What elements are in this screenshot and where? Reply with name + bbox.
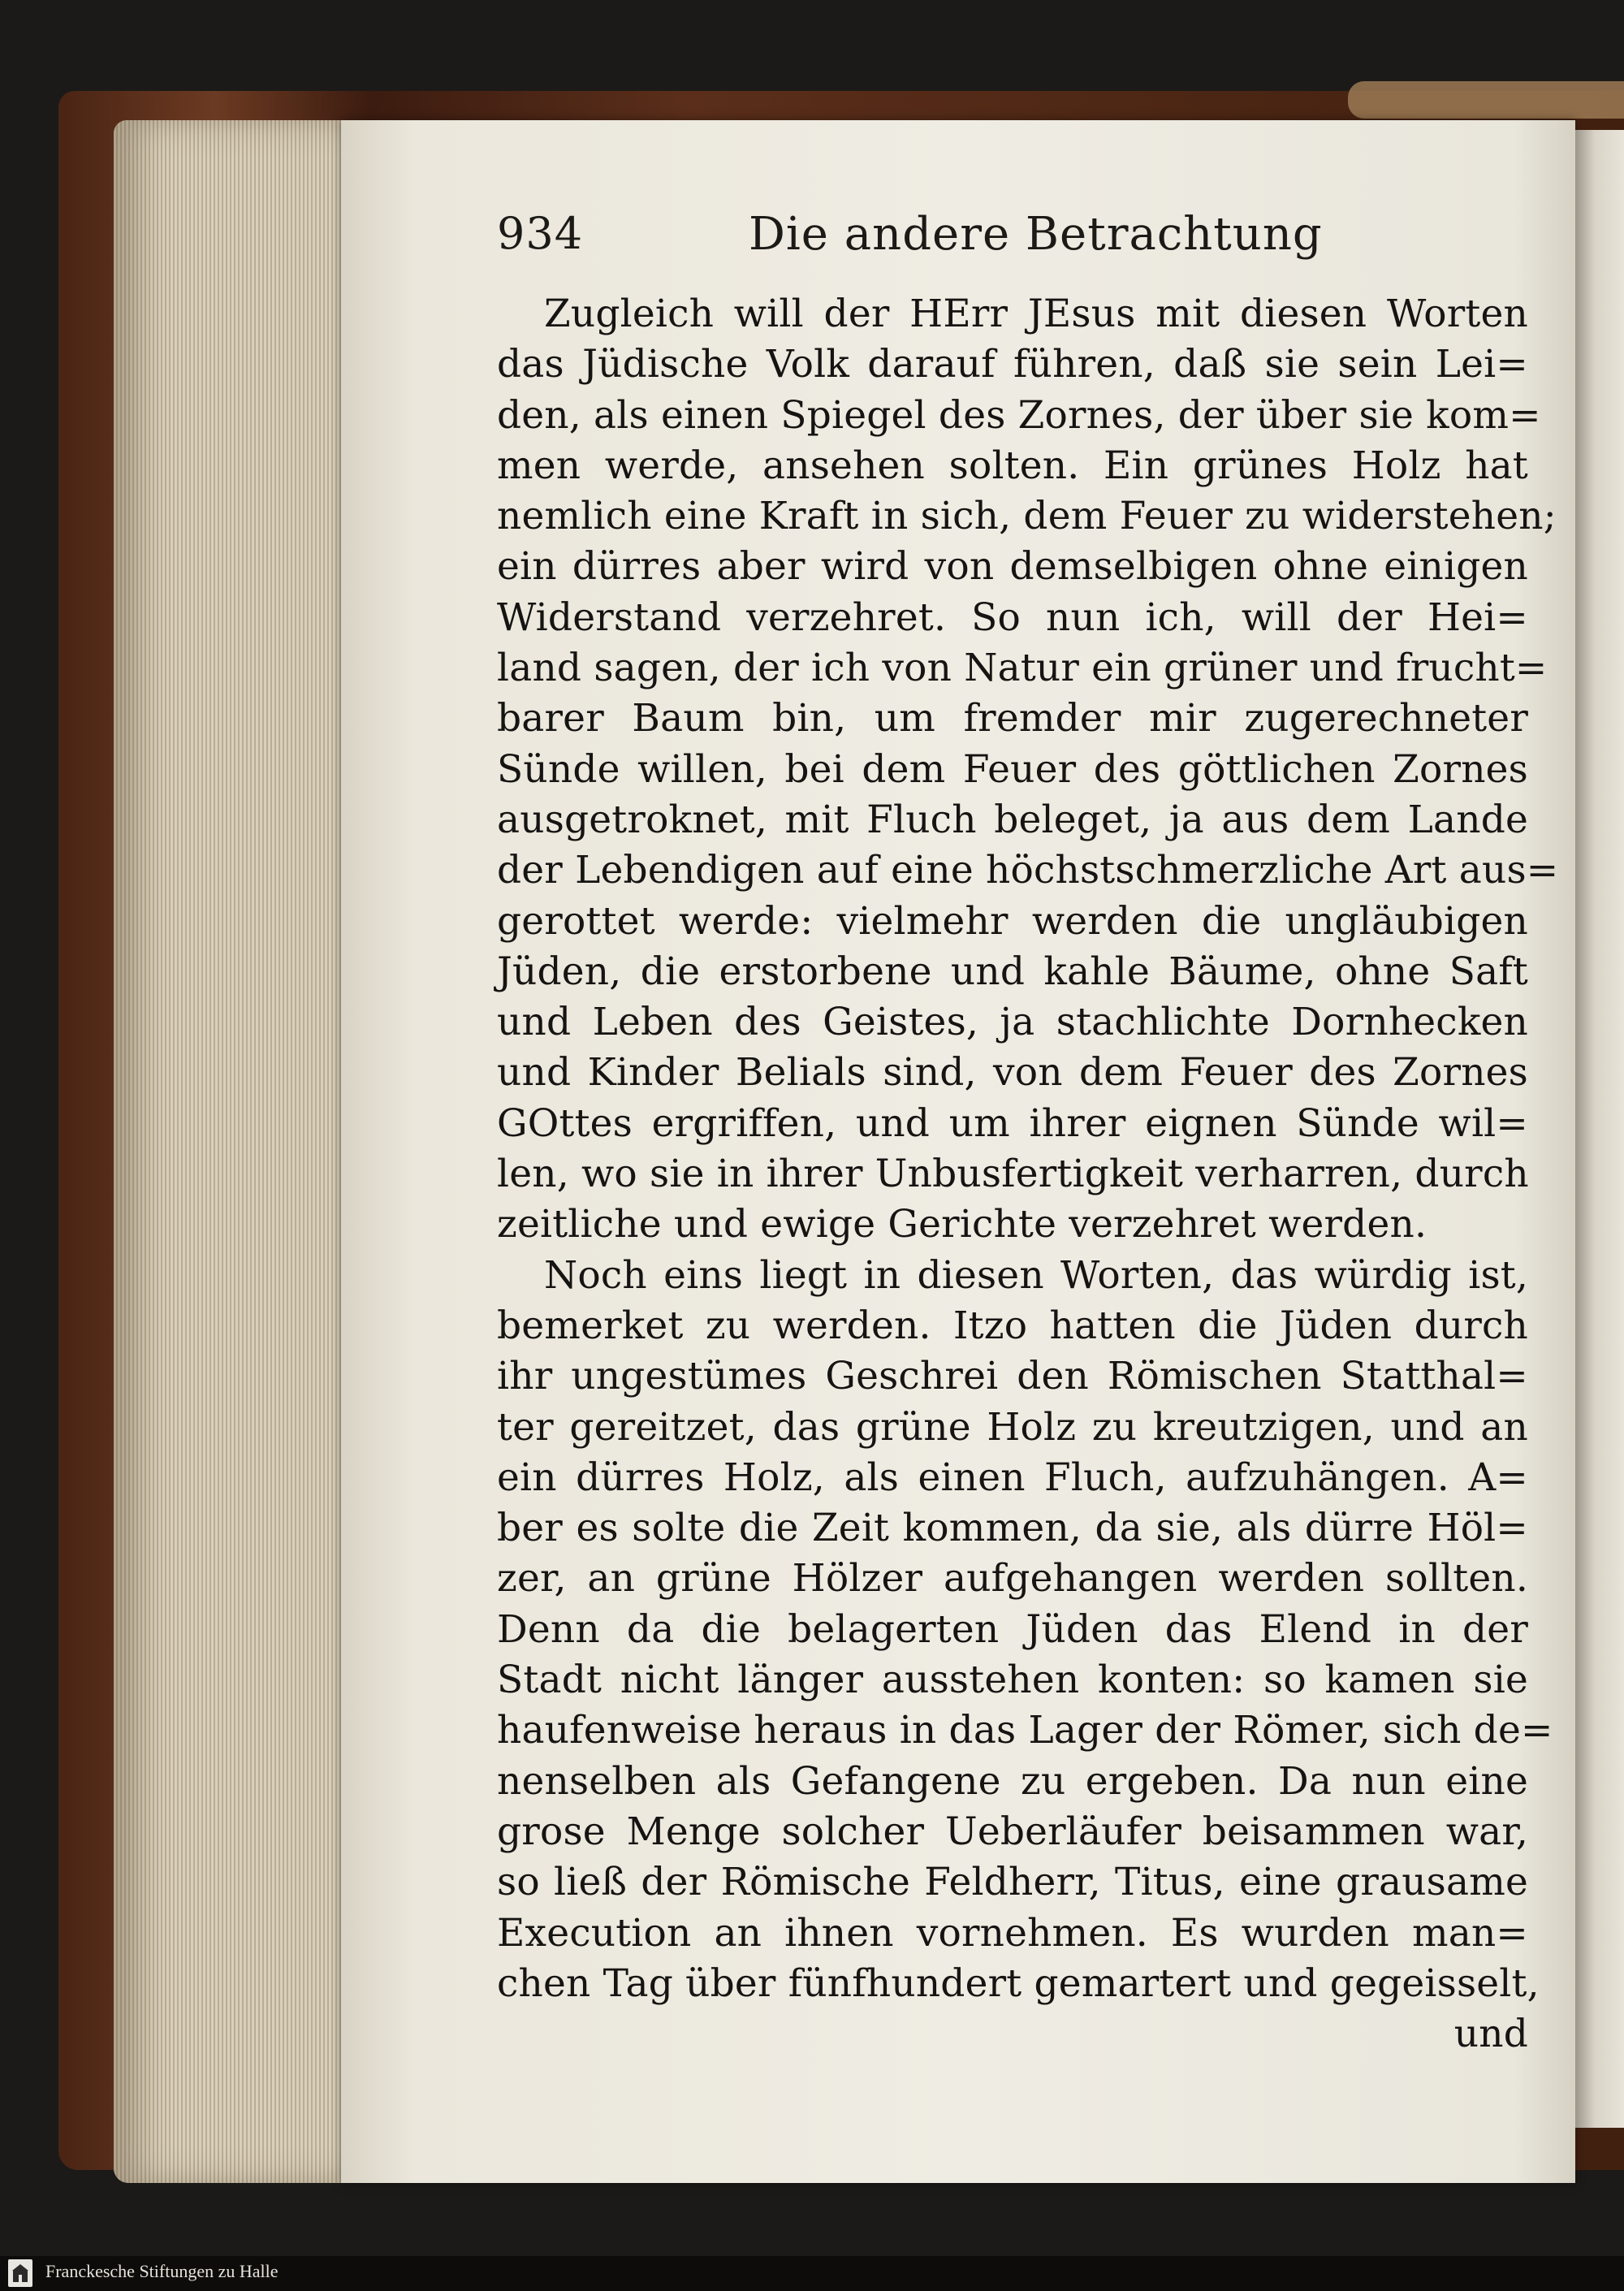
text-line: men werde, ansehen solten. Ein grünes Holz hat xyxy=(497,443,1528,488)
running-head xyxy=(497,208,1536,273)
text-line: das Jüdische Volk darauf führen, daß sie sein Lei= xyxy=(497,342,1528,387)
text-line: und Kinder Belials sind, von dem Feuer des Zornes xyxy=(497,1050,1528,1096)
text-line: nenselben als Gefangene zu ergeben. Da nun eine xyxy=(497,1758,1528,1804)
text-line: grose Menge solcher Ueberläufer beisammen war, xyxy=(497,1809,1528,1854)
page-fore-edge xyxy=(114,120,365,2183)
text-line: haufenweise heraus in das Lager der Römer, sich de= xyxy=(497,1708,1553,1753)
facing-page-edge xyxy=(1575,130,1624,2128)
text-line: Noch eins liegt in diesen Worten, das würdig ist, xyxy=(544,1252,1528,1298)
book-clasp-strap xyxy=(1348,81,1624,119)
text-line: so ließ der Römische Feldherr, Titus, eine grausame xyxy=(497,1860,1528,1905)
page-number: 934 xyxy=(497,208,584,259)
text-line: ein dürres aber wird von demselbigen ohne einigen xyxy=(497,544,1528,590)
text-line: nemlich eine Kraft in sich, dem Feuer zu widerstehen; xyxy=(497,494,1557,539)
text-line: Sünde willen, bei dem Feuer des göttlichen Zornes xyxy=(497,746,1528,792)
body-text xyxy=(497,289,1559,2060)
text-line: Jüden, die erstorbene und kahle Bäume, ohne Saft xyxy=(497,949,1528,994)
text-line: Execution an ihnen vornehmen. Es wurden man= xyxy=(497,1910,1528,1956)
text-line: chen Tag über fünfhundert gemartert und gegeisselt, xyxy=(497,1960,1540,2006)
text-line: GOttes ergriffen, und um ihrer eignen Sünde wil= xyxy=(497,1100,1528,1146)
text-line: bemerket zu werden. Itzo hatten die Jüden durch xyxy=(497,1303,1528,1348)
text-line: der Lebendigen auf eine höchstschmerzliche Art aus= xyxy=(497,848,1559,893)
text-line: ausgetroknet, mit Fluch beleget, ja aus dem Lande xyxy=(497,797,1528,842)
text-line: Stadt nicht länger ausstehen konten: so kamen sie xyxy=(497,1658,1528,1703)
text-line: zeitliche und ewige Gerichte verzehret werden. xyxy=(497,1202,1427,1247)
catchword: und xyxy=(1453,2012,1528,2057)
running-head-title: Die andere Betrachtung xyxy=(749,208,1323,261)
text-line: ein dürres Holz, als einen Fluch, aufzuhängen. A= xyxy=(497,1455,1528,1500)
building-icon xyxy=(11,2263,29,2284)
text-line: ihr ungestümes Geschrei den Römischen Statthal= xyxy=(497,1354,1528,1399)
text-line: gerottet werde: vielmehr werden die ungläubigen xyxy=(497,898,1528,944)
text-line: ter gereitzet, das grüne Holz zu kreutzigen, und an xyxy=(497,1404,1528,1450)
text-line: land sagen, der ich von Natur ein grüner und frucht= xyxy=(497,646,1548,691)
text-line: und Leben des Geistes, ja stachlichte Dornhecken xyxy=(497,1000,1528,1045)
institution-logo-icon xyxy=(8,2259,32,2287)
text-line: Denn da die belagerten Jüden das Elend in der xyxy=(497,1606,1528,1652)
text-line: Widerstand verzehret. So nun ich, will der Hei= xyxy=(497,594,1528,640)
text-line: zer, an grüne Hölzer aufgehangen werden sollten. xyxy=(497,1556,1528,1602)
text-line: Zugleich will der HErr JEsus mit diesen Worten xyxy=(544,292,1528,336)
text-line: len, wo sie in ihrer Unbusfertigkeit verharren, durch xyxy=(497,1152,1529,1197)
institution-credit: Franckesche Stiftungen zu Halle xyxy=(45,2261,279,2281)
text-line: den, als einen Spiegel des Zornes, der über sie kom= xyxy=(497,392,1541,438)
text-line: barer Baum bin, um fremder mir zugerechneter xyxy=(497,696,1528,741)
text-line: ber es solte die Zeit kommen, da sie, als dürre Höl= xyxy=(497,1506,1528,1551)
